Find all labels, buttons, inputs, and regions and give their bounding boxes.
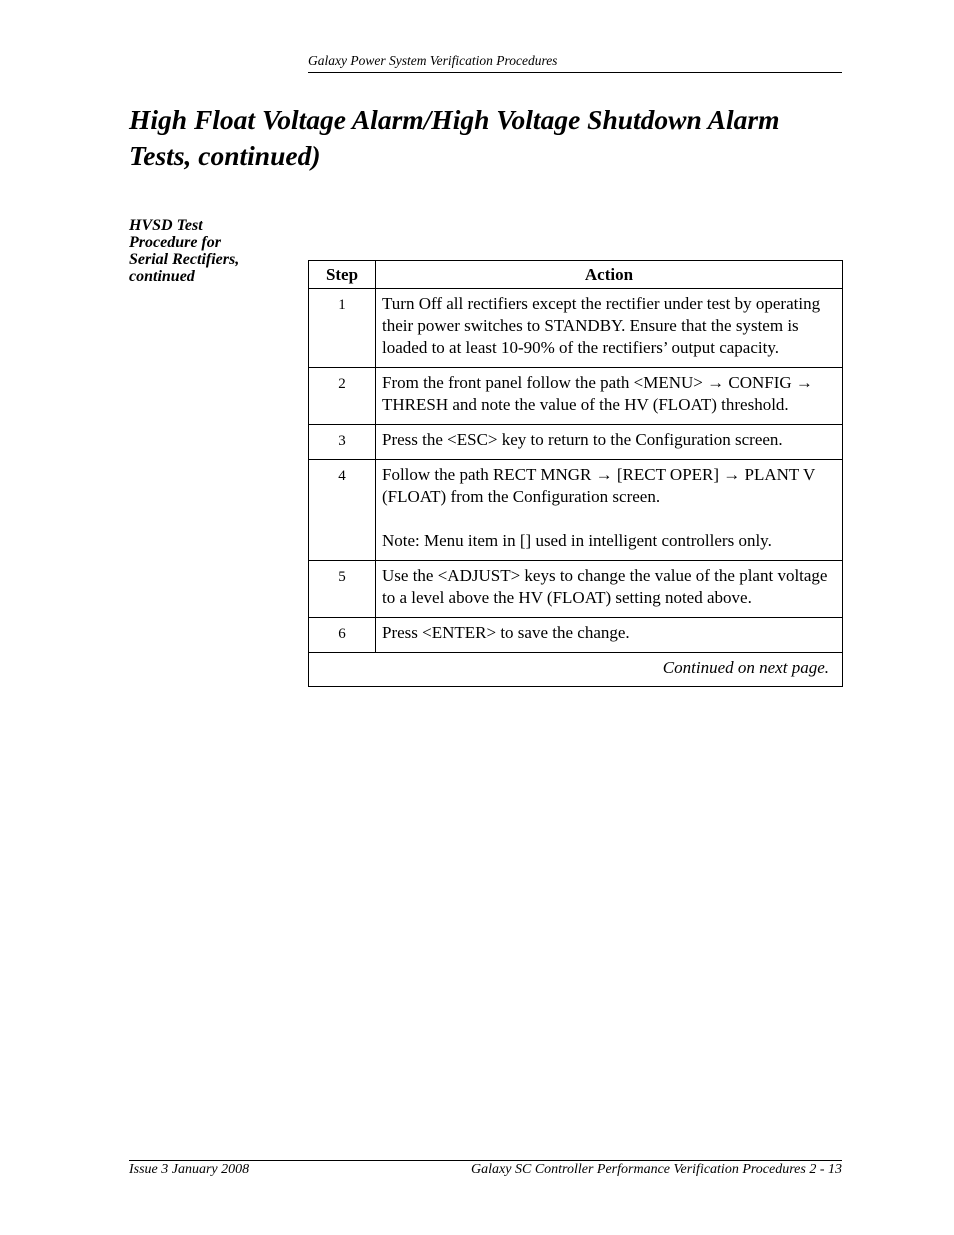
step-action xyxy=(376,289,843,368)
table-row xyxy=(309,368,843,425)
page-title-line-2: Tests, continued) xyxy=(129,140,321,171)
step-number: 2 xyxy=(309,368,376,425)
step-action-text: Use the <ADJUST> keys to change the value of the plant voltage to a level above the HV (FLOAT) setting noted above. xyxy=(382,566,828,607)
table-row xyxy=(309,425,843,460)
footer-rule xyxy=(129,1160,842,1161)
column-header-action: Action xyxy=(376,261,843,289)
step-number: 4 xyxy=(309,460,376,561)
procedure-table xyxy=(308,260,843,687)
step-action xyxy=(376,368,843,425)
side-heading-line-4: continued xyxy=(129,268,195,285)
column-header-step: Step xyxy=(309,261,376,289)
side-heading-line-1: HVSD Test xyxy=(129,217,203,234)
footer-issue-date: Issue 3 January 2008 xyxy=(129,1162,250,1177)
page-title xyxy=(129,102,849,174)
continued-row xyxy=(309,653,843,687)
side-heading-line-2: Procedure for xyxy=(129,234,221,251)
step-action xyxy=(376,460,843,561)
page-title-line-1: High Float Voltage Alarm/High Voltage Shutdown Alarm xyxy=(129,104,780,135)
step-number: 5 xyxy=(309,561,376,618)
running-header: Galaxy Power System Verification Procedures xyxy=(308,53,842,73)
table-row xyxy=(309,460,843,561)
step-action xyxy=(376,425,843,460)
step-action xyxy=(376,561,843,618)
side-heading-line-3: Serial Rectifiers, xyxy=(129,251,240,268)
footer-doc-title-page: Galaxy SC Controller Performance Verification Procedures 2 - 13 xyxy=(471,1162,842,1177)
step-number: 1 xyxy=(309,289,376,368)
step-action-text: From the front panel follow the path <MENU> → CONFIG → THRESH and note the value of the HV (FLOAT) threshold. xyxy=(382,373,813,414)
continued-note: Continued on next page. xyxy=(309,653,843,687)
table-row xyxy=(309,618,843,653)
step-action-text: Note: Menu item in [] used in intelligent controllers only. xyxy=(382,531,772,550)
step-action-text: Press <ENTER> to save the change. xyxy=(382,623,630,642)
step-number: 3 xyxy=(309,425,376,460)
table-row xyxy=(309,561,843,618)
table-body xyxy=(309,289,843,653)
step-action xyxy=(376,618,843,653)
step-number: 6 xyxy=(309,618,376,653)
step-action-text: Press the <ESC> key to return to the Configuration screen. xyxy=(382,430,783,449)
step-action-text: Follow the path RECT MNGR → [RECT OPER] → PLANT V (FLOAT) from the Configuration screen. xyxy=(382,465,815,506)
section-side-heading xyxy=(129,217,279,285)
table-header-row xyxy=(309,261,843,289)
step-action-text: Turn Off all rectifiers except the rectifier under test by operating their power switches to STANDBY. Ensure that the system is loaded to at least 10-90% of the rectifiers’ output capacity. xyxy=(382,294,821,357)
table-row xyxy=(309,289,843,368)
